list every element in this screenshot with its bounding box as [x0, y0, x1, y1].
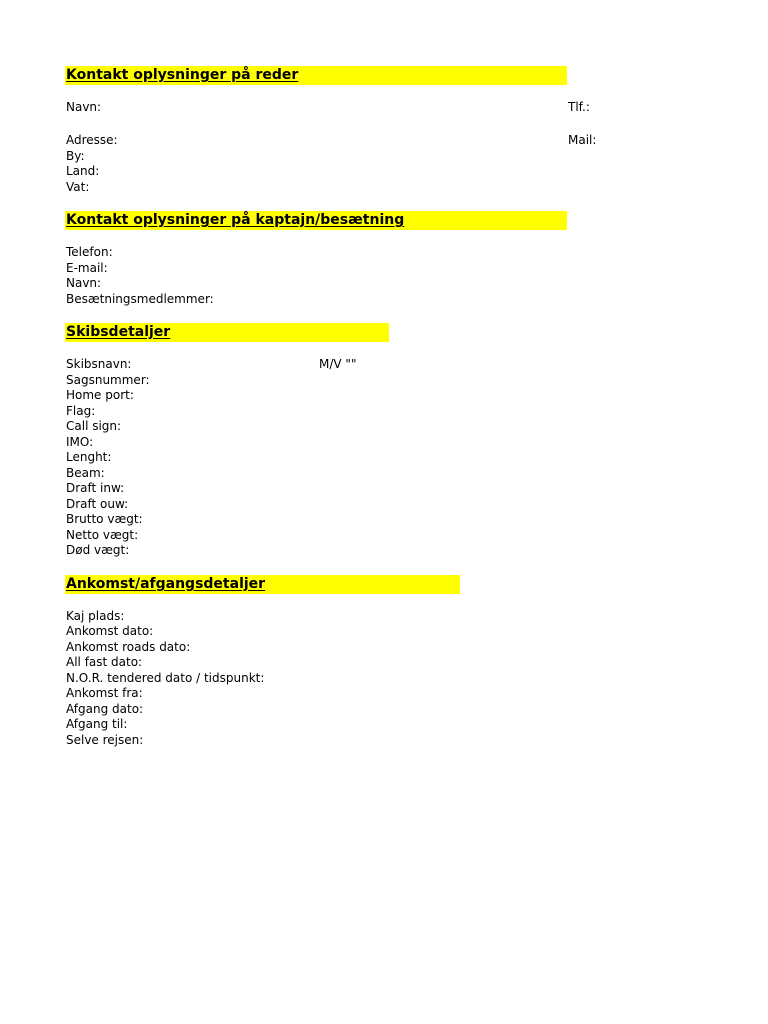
field-label: Brutto vægt:: [66, 512, 143, 526]
field-label: By:: [66, 148, 85, 163]
section-heading-kaptajn-text: Kontakt oplysninger på kaptajn/besætning: [66, 212, 405, 228]
field-label: Afgang til:: [66, 717, 128, 731]
field-label: Home port:: [66, 388, 134, 402]
field-label: Besætningsmedlemmer:: [66, 291, 214, 306]
kaptajn-fields: [66, 245, 214, 307]
field-label-tlf: Tlf.:: [568, 100, 590, 114]
field-label: Kaj plads:: [66, 608, 125, 623]
field-label: Flag:: [66, 403, 96, 418]
section-heading-skib: [65, 323, 389, 342]
field-label: Ankomst dato:: [66, 624, 154, 638]
field-label: Telefon:: [66, 245, 113, 259]
section-heading-reder-text: Kontakt oplysninger på reder: [66, 67, 299, 83]
section-heading-ankomst-text: Ankomst/afgangsdetaljer: [66, 576, 266, 592]
field-label: Land:: [66, 164, 100, 178]
field-label: All fast dato:: [66, 655, 143, 669]
field-value-skibsnavn: M/V "": [319, 357, 357, 371]
section-heading-skib-text: Skibsdetaljer: [66, 324, 171, 340]
field-label: Afgang dato:: [66, 701, 144, 716]
field-label: Draft ouw:: [66, 496, 129, 511]
section-heading-reder: [65, 66, 567, 85]
field-label-adresse: Adresse:: [66, 133, 118, 147]
section-heading-ankomst: [65, 575, 460, 594]
field-label: Navn:: [66, 276, 102, 290]
field-label: Ankomst roads dato:: [66, 639, 191, 654]
field-label: Ankomst fra:: [66, 686, 143, 700]
field-label: Selve rejsen:: [66, 732, 144, 747]
field-label: E-mail:: [66, 260, 108, 275]
skib-fields: [66, 373, 150, 559]
ankomst-fields: [66, 609, 264, 749]
section-heading-kaptajn: [65, 211, 567, 230]
field-label-navn: Navn:: [66, 100, 102, 114]
field-label-skibsnavn: Skibsnavn:: [66, 357, 132, 371]
field-label: Beam:: [66, 465, 105, 480]
field-label: Lenght:: [66, 450, 112, 464]
field-label: N.O.R. tendered dato / tidspunkt:: [66, 670, 265, 685]
field-label: IMO:: [66, 434, 94, 449]
reder-address-fields: [66, 149, 99, 196]
field-label: Død vægt:: [66, 543, 130, 557]
field-label: Netto vægt:: [66, 527, 139, 542]
field-label: Draft inw:: [66, 481, 125, 495]
field-label: Call sign:: [66, 419, 122, 433]
field-label: Sagsnummer:: [66, 372, 150, 387]
field-label: Vat:: [66, 179, 90, 194]
field-label-mail: Mail:: [568, 133, 597, 147]
